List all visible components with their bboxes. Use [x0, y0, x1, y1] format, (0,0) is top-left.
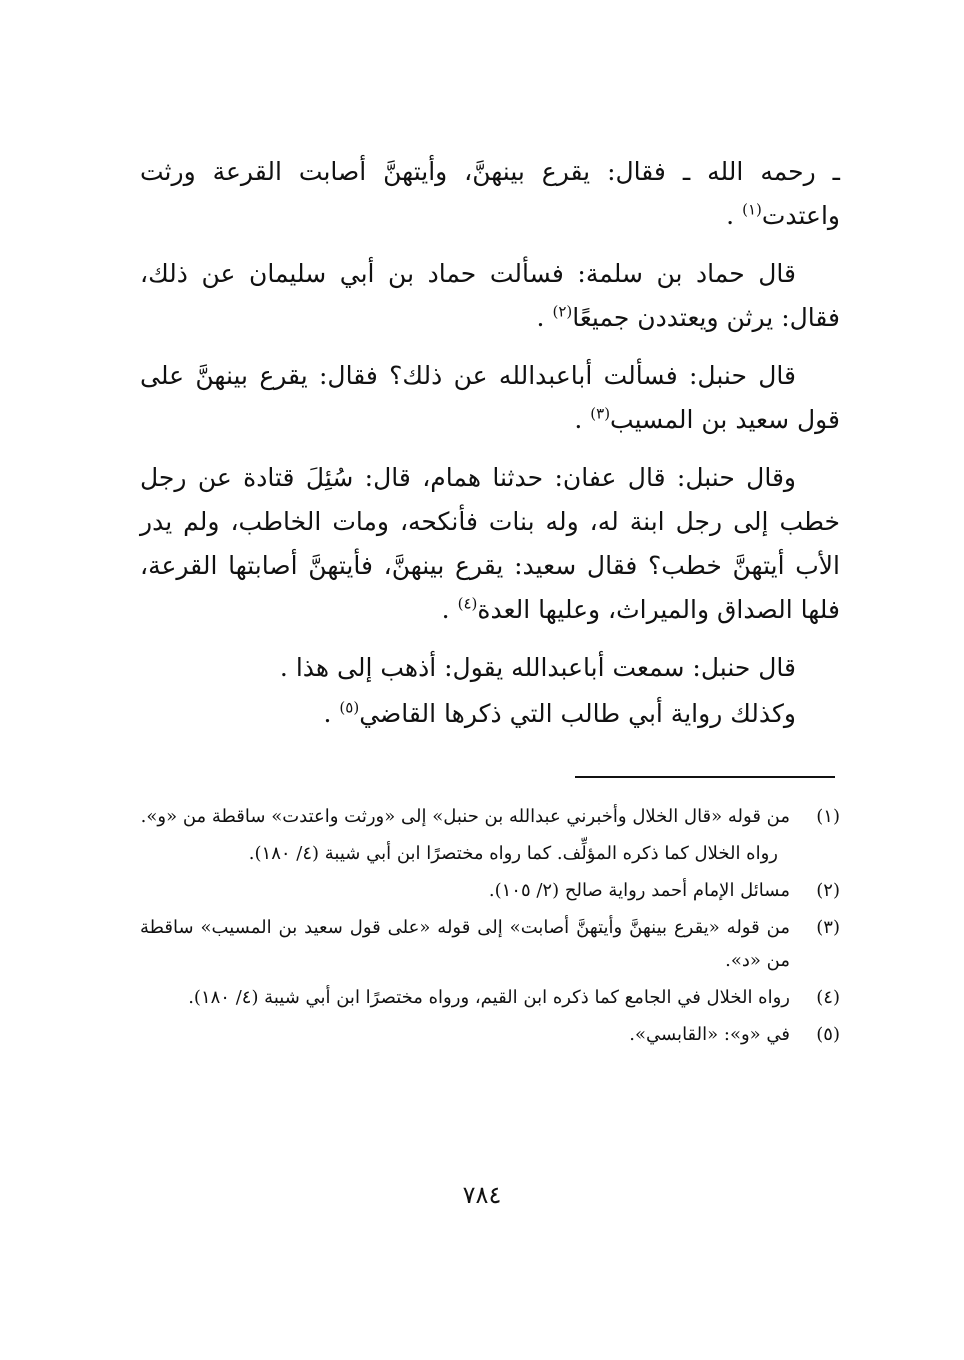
footnote-ref-5[interactable]: (٥)	[339, 698, 360, 717]
footnote-separator	[575, 776, 835, 778]
paragraph-3-end: .	[574, 405, 591, 434]
footnote-4	[140, 981, 840, 1014]
footnote-text: في «و»: «القابسي».	[629, 1024, 790, 1045]
footnote-text: مسائل الإمام أحمد رواية صالح (٢/ ١٠٥).	[488, 880, 790, 901]
page-number: ٧٨٤	[462, 1181, 502, 1209]
footnote-text: رواه الخلال في الجامع كما ذكره ابن القيم، ورواه مختصرًا ابن أبي شيبة (٤/ ١٨٠).	[188, 987, 790, 1008]
paragraph-5-text: قال حنبل: سمعت أباعبدالله يقول: أذهب إلى هذا .	[279, 653, 796, 682]
footnote-1	[140, 800, 840, 833]
footnote-1-continuation: رواه الخلال كما ذكره المؤلِّف. كما رواه مختصرًا ابن أبي شيبة (٤/ ١٨٠).	[248, 843, 778, 864]
footnote-number: (١)	[816, 806, 840, 827]
footnote-ref-2[interactable]: (٢)	[552, 302, 573, 321]
paragraph-4	[140, 456, 840, 632]
paragraph-1	[140, 150, 840, 238]
paragraph-3-text: قال حنبل: فسألت أباعبدالله عن ذلك؟ فقال: يقرع بينهنَّ على قول سعيد بن المسيب	[140, 361, 840, 434]
paragraph-6	[140, 692, 840, 736]
footnote-text: من قوله «يقرع بينهنَّ وأيتهنَّ أصابت» إلى قوله «على قول سعيد بن المسيب» ساقطة من «د».	[140, 917, 790, 971]
paragraph-2-end: .	[536, 303, 553, 332]
paragraph-6-text: وكذلك رواية أبي طالب التي ذكرها القاضي	[359, 699, 796, 728]
footnote-3	[140, 911, 840, 977]
footnote-number: (٤)	[816, 987, 840, 1008]
paragraph-2	[140, 252, 840, 340]
paragraph-5	[140, 646, 840, 690]
footnote-ref-3[interactable]: (٣)	[590, 404, 611, 423]
footnote-text: من قوله «قال الخلال وأخبرني عبدالله بن حنبل» إلى «ورثت واعتدت» ساقطة من «و».	[140, 806, 790, 827]
main-text	[140, 150, 840, 750]
paragraph-4-end: .	[441, 595, 458, 624]
footnote-number: (٥)	[816, 1024, 840, 1045]
paragraph-6-end: .	[323, 699, 340, 728]
footnote-number: (٣)	[816, 917, 840, 938]
paragraph-2-text: قال حماد بن سلمة: فسألت حماد بن أبي سليمان عن ذلك، فقال: يرثن ويعتددن جميعًا	[140, 259, 840, 332]
paragraph-4-text: وقال حنبل: قال عفان: حدثنا همام، قال: سُئِلَ قتادة عن رجل خطب إلى رجل ابنة له، وله بنات فأنكحه، ومات الخاطب، ولم يدر الأب أيتهنَّ خطب؟ فقال سعيد: يقرع بينهنَّ، فأيتهنَّ أصابتها القرعة، فلها الصداق والميراث، وعليها العدة	[140, 463, 840, 624]
footnote-2	[140, 874, 840, 907]
footnotes	[140, 800, 840, 1055]
footnote-ref-1[interactable]: (١)	[742, 200, 762, 219]
paragraph-1-end: .	[726, 201, 743, 230]
paragraph-1-text: ـ رحمه الله ـ فقال: يقرع بينهنَّ، وأيتهنَّ أصابت القرعة ورثت واعتدت	[140, 157, 840, 230]
footnote-number: (٢)	[816, 880, 840, 901]
paragraph-3	[140, 354, 840, 442]
footnote-ref-4[interactable]: (٤)	[457, 594, 478, 613]
footnote-5	[140, 1018, 840, 1051]
